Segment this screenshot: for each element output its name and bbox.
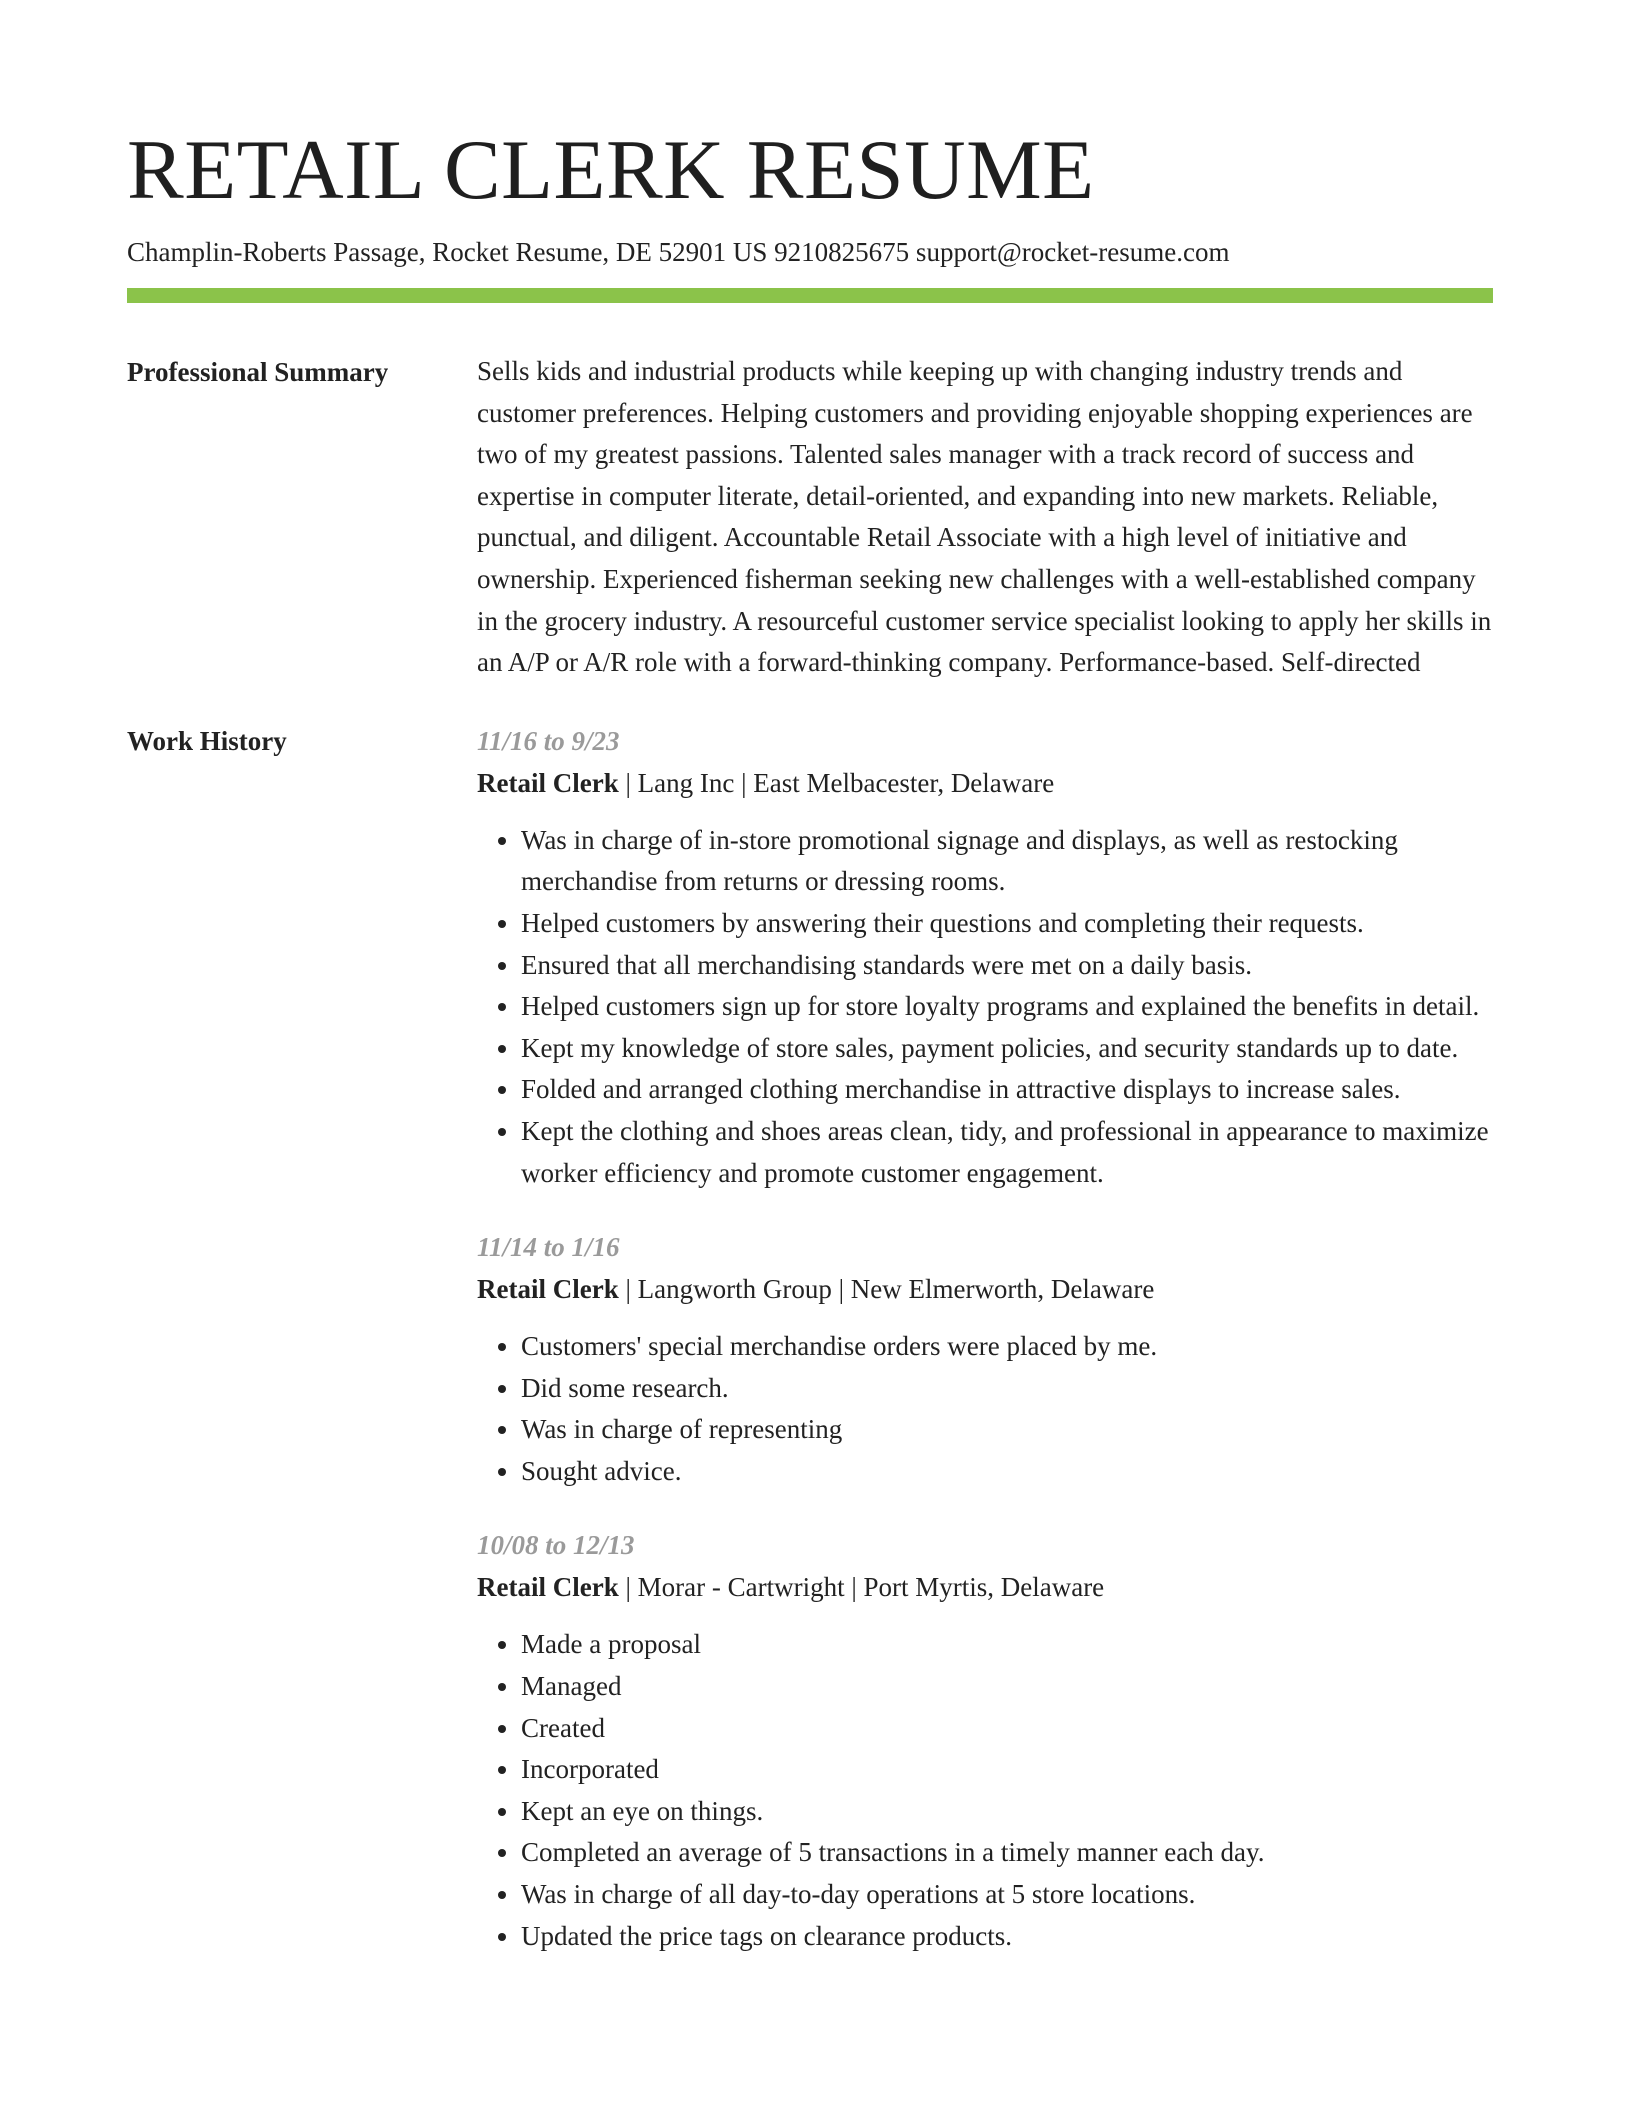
- job-details: | Lang Inc | East Melbacester, Delaware: [618, 767, 1055, 798]
- job-bullet: • Created: [521, 1708, 1493, 1750]
- summary-heading: Professional Summary: [127, 357, 389, 387]
- contact-line: Champlin-Roberts Passage, Rocket Resume, DE 52901 US 9210825675 support@rocket-resume.com: [127, 237, 1230, 267]
- job-entry: [477, 720, 1493, 1194]
- work-history-heading: Work History: [127, 725, 287, 756]
- job-heading: [477, 762, 1493, 804]
- job-bullet: • Made a proposal: [521, 1624, 1493, 1666]
- job-entry: [477, 1226, 1493, 1492]
- job-bullets: [477, 1624, 1493, 1957]
- summary-text: Sells kids and industrial products while keeping up with changing industry trends and customer preferences. Helping customers and providing enjoyable shopping experiences are two of my greatest passions. Talented sales manager with a track record of success and expertise in computer literate, detail-oriented, and expanding into new markets. Reliable, punctual, and diligent. Accountable Retail Associate with a high level of initiative and ownership. Experienced fisherman seeking new challenges with a well-established company in the grocery industry. A resourceful customer service specialist looking to apply her skills in an A/P or A/R role with a forward-thinking company. Performance-based. Self-directed: [477, 356, 1492, 678]
- summary-body: [477, 351, 1493, 684]
- job-title: Retail Clerk: [477, 1274, 619, 1305]
- job-bullet: • Was in charge of in-store promotional signage and displays, as well as restocking merchandise from returns or dressing rooms.: [521, 820, 1493, 903]
- job-bullet: • Folded and arranged clothing merchandise in attractive displays to increase sales.: [521, 1069, 1493, 1111]
- summary-section: [127, 351, 1493, 684]
- job-bullet: • Ensured that all merchandising standards were met on a daily basis.: [521, 945, 1493, 987]
- resume-title: RETAIL CLERK RESUME: [127, 123, 1095, 217]
- job-dates: 11/16 to 9/23: [477, 725, 620, 756]
- job-title: Retail Clerk: [477, 767, 619, 798]
- job-details: | Morar - Cartwright | Port Myrtis, Delaware: [618, 1572, 1105, 1603]
- job-bullets: [477, 1326, 1493, 1492]
- job-heading: [477, 1268, 1493, 1310]
- job-bullet: • Updated the price tags on clearance products.: [521, 1916, 1493, 1958]
- job-heading: [477, 1566, 1493, 1608]
- job-bullet: • Did some research.: [521, 1368, 1493, 1410]
- resume-page: [127, 120, 1493, 1957]
- job-bullet: • Completed an average of 5 transactions in a timely manner each day.: [521, 1832, 1493, 1874]
- job-bullet: • Was in charge of all day-to-day operations at 5 store locations.: [521, 1874, 1493, 1916]
- job-bullet: • Kept my knowledge of store sales, payment policies, and security standards up to date.: [521, 1028, 1493, 1070]
- header-accent-rule: [127, 288, 1493, 303]
- job-bullets: [477, 820, 1493, 1194]
- job-entry: [477, 1524, 1493, 1957]
- work-history-body: [477, 720, 1493, 1957]
- job-bullet: • Kept the clothing and shoes areas clean, tidy, and professional in appearance to maximize worker efficiency and promote customer engagement.: [521, 1111, 1493, 1194]
- job-dates: 11/14 to 1/16: [477, 1232, 620, 1263]
- job-bullet: • Managed: [521, 1666, 1493, 1708]
- job-dates: 10/08 to 12/13: [477, 1530, 635, 1561]
- job-bullet: • Customers' special merchandise orders were placed by me.: [521, 1326, 1493, 1368]
- job-bullet: • Sought advice.: [521, 1451, 1493, 1493]
- job-bullet: • Incorporated: [521, 1749, 1493, 1791]
- job-bullet: • Kept an eye on things.: [521, 1791, 1493, 1833]
- job-bullet: • Was in charge of representing: [521, 1409, 1493, 1451]
- job-details: | Langworth Group | New Elmerworth, Delaware: [618, 1274, 1155, 1305]
- work-history-section: [127, 720, 1493, 1957]
- job-bullet: • Helped customers sign up for store loyalty programs and explained the benefits in detail.: [521, 986, 1493, 1028]
- job-title: Retail Clerk: [477, 1572, 619, 1603]
- job-bullet: • Helped customers by answering their questions and completing their requests.: [521, 903, 1493, 945]
